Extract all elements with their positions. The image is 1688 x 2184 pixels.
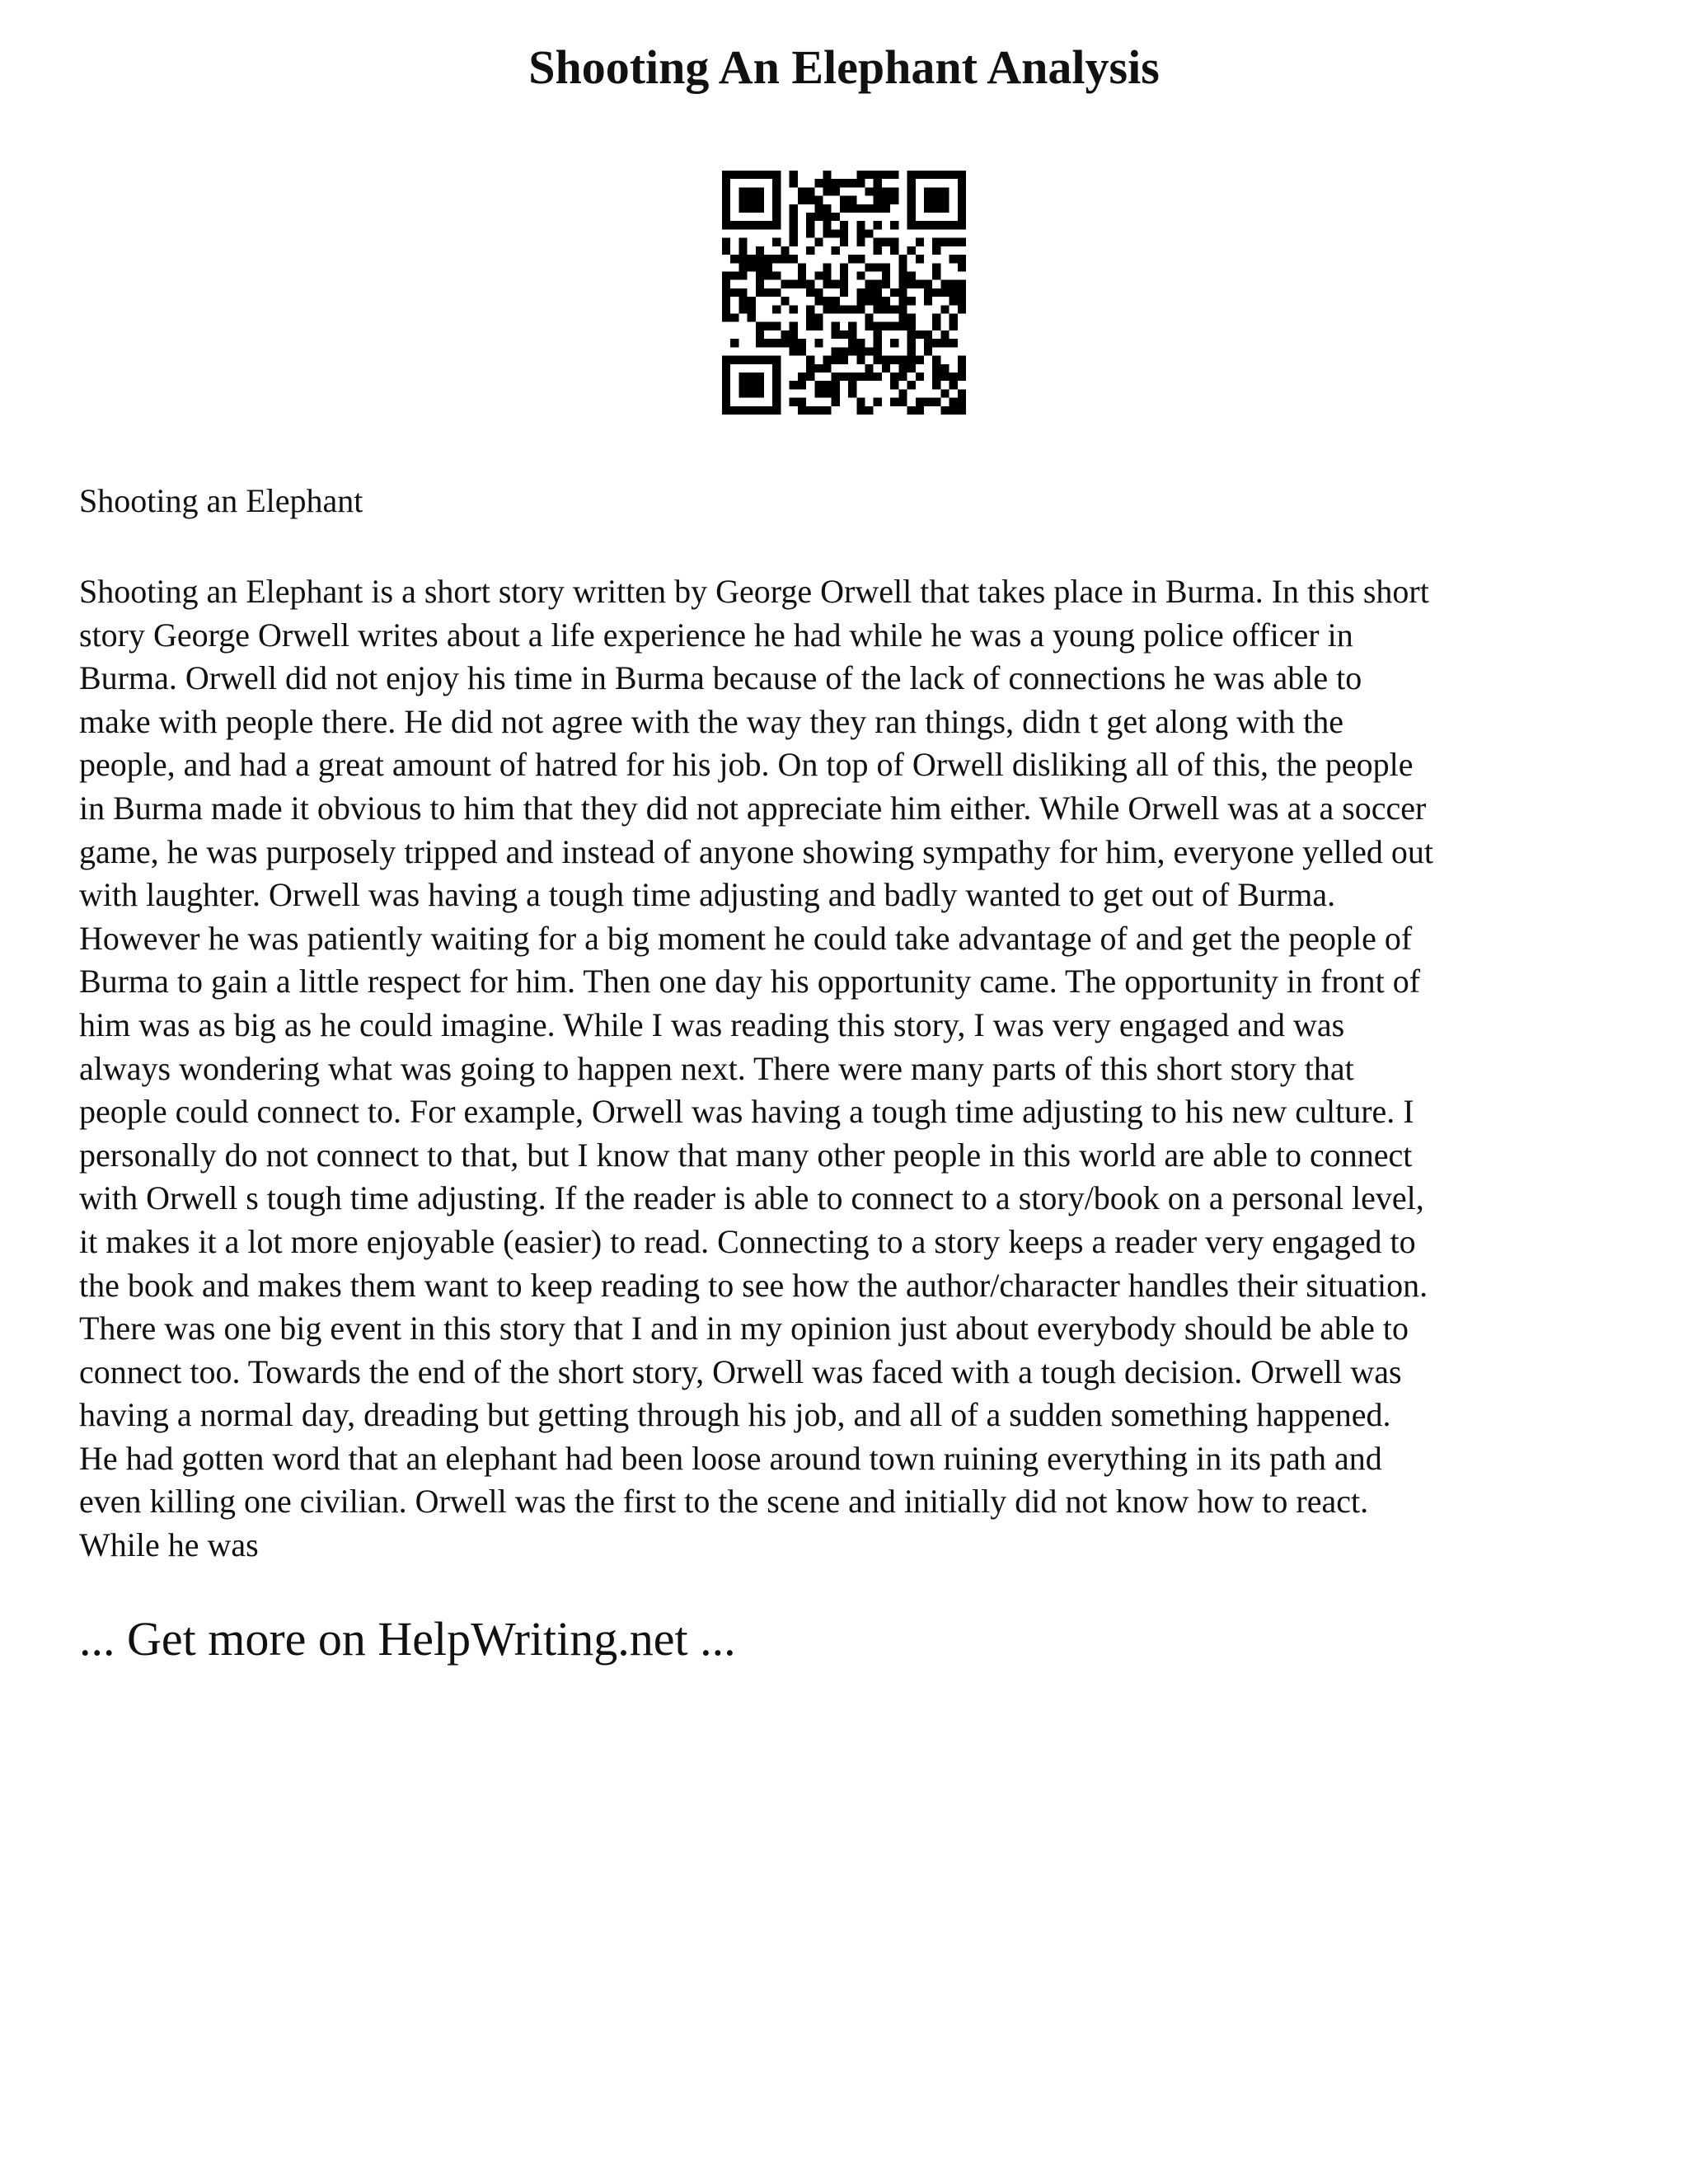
- body-line: He had gotten word that an elephant had been loose around town ruining everything in its path and: [79, 1439, 1382, 1477]
- body-line: personally do not connect to that, but I know that many other people in this world are able to connect: [79, 1136, 1413, 1174]
- body-line: However he was patiently waiting for a big moment he could take advantage of and get the people of: [79, 919, 1413, 957]
- body-paragraph: [79, 570, 1629, 1568]
- body-line: game, he was purposely tripped and instead of anyone showing sympathy for him, everyone yelled out: [79, 832, 1433, 870]
- body-line: people could connect to. For example, Orwell was having a tough time adjusting to his new culture. I: [79, 1093, 1414, 1131]
- get-more-link[interactable]: ... Get more on HelpWriting.net ...: [79, 1612, 736, 1666]
- body-line: always wondering what was going to happen next. There were many parts of this short story that: [79, 1049, 1354, 1087]
- body-line: him was as big as he could imagine. While I was reading this story, I was very engaged and was: [79, 1005, 1345, 1043]
- body-line: the book and makes them want to keep reading to see how the author/character handles their situation.: [79, 1266, 1428, 1304]
- body-line: make with people there. He did not agree with the way they ran things, didn t get along with the: [79, 702, 1344, 740]
- body-line: While he was: [79, 1526, 259, 1564]
- qr-code-icon: [722, 171, 966, 415]
- body-line: in Burma made it obvious to him that they did not appreciate him either. While Orwell was at a soccer: [79, 789, 1427, 827]
- body-line: people, and had a great amount of hatred for his job. On top of Orwell disliking all of this, the people: [79, 746, 1414, 784]
- body-line: it makes it a lot more enjoyable (easier) to read. Connecting to a story keeps a reader very engaged to: [79, 1222, 1416, 1260]
- body-line: even killing one civilian. Orwell was the first to the scene and initially did not know how to react.: [79, 1483, 1369, 1521]
- document-title: Shooting An Elephant Analysis: [528, 40, 1160, 94]
- body-line: story George Orwell writes about a life experience he had while he was a young police officer in: [79, 616, 1353, 654]
- body-line: Burma. Orwell did not enjoy his time in Burma because of the lack of connections he was able to: [79, 659, 1362, 697]
- body-line: with laughter. Orwell was having a tough time adjusting and badly wanted to get out of Burma.: [79, 876, 1336, 914]
- section-heading: Shooting an Elephant: [79, 482, 363, 519]
- body-line: with Orwell s tough time adjusting. If the reader is able to connect to a story/book on a personal level,: [79, 1179, 1424, 1217]
- body-line: Burma to gain a little respect for him. Then one day his opportunity came. The opportunity in front of: [79, 963, 1421, 1001]
- body-line: connect too. Towards the end of the short story, Orwell was faced with a tough decision. Orwell was: [79, 1352, 1402, 1390]
- body-line: having a normal day, dreading but getting through his job, and all of a sudden something happened.: [79, 1396, 1391, 1434]
- body-line: There was one big event in this story that I and in my opinion just about everybody should be able to: [79, 1310, 1409, 1347]
- body-line: Shooting an Elephant is a short story written by George Orwell that takes place in Burma. In this short: [79, 573, 1429, 610]
